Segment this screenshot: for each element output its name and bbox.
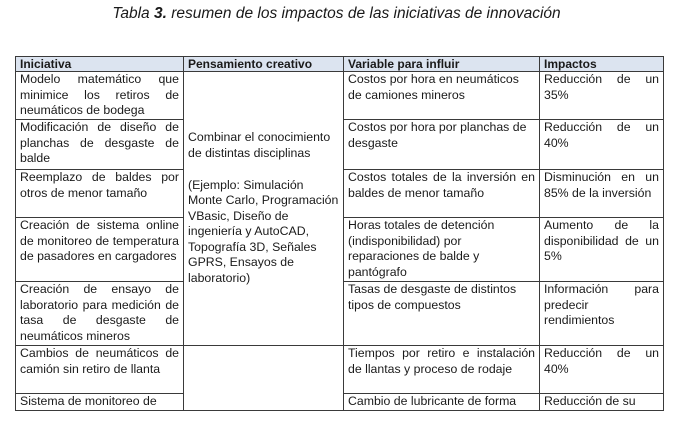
variable-cell: Costos por hora en neumáticos de camiones mineros bbox=[344, 72, 540, 120]
impact-cell: Información para predecir rendimientos bbox=[540, 282, 664, 346]
initiative-cell: Reemplazo de baldes por otros de menor tamaño bbox=[16, 170, 184, 218]
initiative-cell: Cambios de neumáticos de camión sin retiro de llanta bbox=[16, 346, 184, 394]
header-variable: Variable para influir bbox=[344, 57, 540, 72]
header-impacts: Impactos bbox=[540, 57, 664, 72]
creative-thinking-empty-cell bbox=[184, 346, 344, 411]
initiative-cell: Modificación de diseño de planchas de desgaste de balde bbox=[16, 120, 184, 170]
table-caption bbox=[0, 5, 673, 23]
impact-cell: Aumento de la disponibilidad de un 5% bbox=[540, 218, 664, 282]
creative-thinking-cell bbox=[184, 72, 344, 346]
initiative-cell: Sistema de monitoreo de bbox=[16, 394, 184, 411]
table-caption-text: Tabla 3. resumen de los impactos de las iniciativas de innovación bbox=[112, 5, 561, 22]
header-creative-thinking: Pensamiento creativo bbox=[184, 57, 344, 72]
header-initiative: Iniciativa bbox=[16, 57, 184, 72]
table-header-row bbox=[16, 57, 664, 72]
impact-cell: Reducción de su bbox=[540, 394, 664, 411]
impact-cell: Reducción de un 40% bbox=[540, 346, 664, 394]
creative-thinking-main: Combinar el conocimiento de distintas disciplinas bbox=[188, 130, 331, 160]
impact-cell: Reducción de un 40% bbox=[540, 120, 664, 170]
creative-thinking-example: (Ejemplo: Simulación Monte Carlo, Programación VBasic, Diseño de ingeniería y AutoCAD, Topografía 3D, Señales GPRS, Ensayos de laboratorio) bbox=[188, 177, 339, 286]
initiative-cell: Creación de sistema online de monitoreo de temperatura de pasadores en cargadores bbox=[16, 218, 184, 282]
variable-cell: Cambio de lubricante de forma bbox=[344, 394, 540, 411]
initiative-cell: Modelo matemático que minimice los retiros de neumáticos de bodega bbox=[16, 72, 184, 120]
table-row bbox=[16, 346, 664, 394]
impact-cell: Reducción de un 35% bbox=[540, 72, 664, 120]
table-row bbox=[16, 72, 664, 120]
impact-cell: Disminución en un 85% de la inversión bbox=[540, 170, 664, 218]
variable-cell: Tiempos por retiro e instalación de llantas y proceso de rodaje bbox=[344, 346, 540, 394]
variable-cell: Tasas de desgaste de distintos tipos de compuestos bbox=[344, 282, 540, 346]
variable-cell: Costos por hora por planchas de desgaste bbox=[344, 120, 540, 170]
impact-summary-table bbox=[15, 56, 664, 411]
variable-cell: Horas totales de detención (indisponibilidad) por reparaciones de balde y pantógrafo bbox=[344, 218, 540, 282]
initiative-cell: Creación de ensayo de laboratorio para medición de tasa de desgaste de neumáticos mineros bbox=[16, 282, 184, 346]
table-caption-number: 3. bbox=[153, 5, 167, 22]
variable-cell: Costos totales de la inversión en baldes de menor tamaño bbox=[344, 170, 540, 218]
